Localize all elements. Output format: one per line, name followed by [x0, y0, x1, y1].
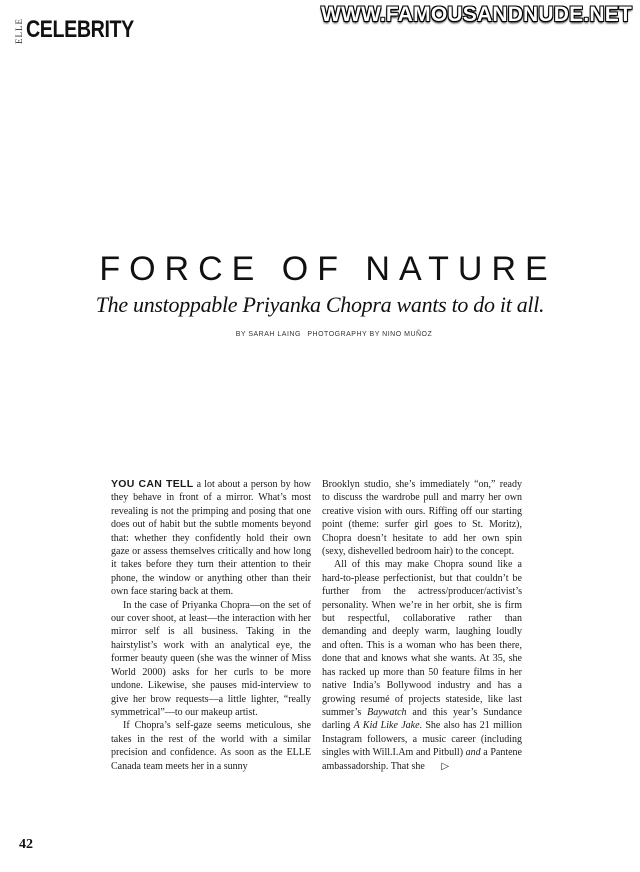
byline-photographer: PHOTOGRAPHY BY NINO MUÑOZ [307, 331, 433, 338]
byline-author: BY SARAH LAING [235, 331, 301, 338]
page-number: 42 [19, 837, 33, 852]
brand-logo: ELLE [14, 18, 24, 44]
body-column-left [111, 478, 311, 773]
emphasis: and [465, 747, 481, 759]
byline [0, 331, 640, 338]
paragraph-text: and this year’s Sundance darling [322, 706, 522, 732]
paragraph [111, 478, 311, 599]
site-watermark: WWW.FAMOUSANDNUDE.NET [320, 3, 632, 26]
film-title: Baywatch [367, 706, 407, 718]
article-headline: FORCE OF NATURE [99, 250, 557, 288]
body-column-right [322, 478, 522, 773]
paragraph: If Chopra’s self-gaze seems meticulous, she takes in the rest of the world with a similar precision and confidence. As soon as the ELLE Canada team meets her in a sunny [111, 720, 311, 772]
film-title: A Kid Like Jake [353, 720, 420, 732]
paragraph-text: . She also has 21 million Instagram followers, a music career (including singles with Will.I.Am and Pitbull) [322, 720, 522, 759]
paragraph: In the case of Priyanka Chopra—on the set of our cover shoot, at least—the interaction with her mirror self is all business. Taking in the hairstylist’s work with an analytical eye, the former beauty queen (she was the winner of Miss World 2000) asks for her curls to be more undone. Likewise, she pauses mid-interview to give her brow requests—a little lighter, “really symmetrical”—to our makeup artist. [111, 599, 311, 718]
paragraph-text: All of this may make Chopra sound like a hard-to-please perfectionist, but that couldn’t be further from the actress/producer/activist’s personality. When we’re in her orbit, she is firm but respectful, collaborative rather than demanding and deeply warm, laughing loudly and often. This is a woman who has been there, done that and knows what she wants. At 35, she has racked up more than 50 feature films in her native India’s Bollywood industry and has a growing resumé of projects stateside, like last summer’s [322, 559, 522, 718]
section-title: CELEBRITY [26, 16, 134, 43]
lead-in: YOU CAN TELL [111, 478, 194, 490]
paragraph: Brooklyn studio, she’s immediately “on,” ready to discuss the wardrobe pull and marry her own creative vision with ours. Riffing off our starting point (theme: surfer girl goes to St. Moritz), Chopra doesn’t hesitate to add her own spin (sexy, dishevelled bedroom hair) to the concept. [322, 479, 522, 558]
paragraph-text: a Pantene ambassadorship. That she [322, 747, 522, 772]
paragraph-text: a lot about a person by how they behave in front of a mirror. What’s most revealing is not the primping and posing that one does out of habit but the subtle moments beyond that: whether they confidently hold their own gaze or assess themselves critically and how long it takes before they turn their attention to their phone, the window or anything other than their own face staring back at them. [111, 479, 311, 598]
article-deck: The unstoppable Priyanka Chopra wants to do it all. [95, 292, 545, 317]
paragraph [322, 558, 522, 773]
continue-arrow-icon: ▷ [441, 760, 450, 772]
section-header [14, 16, 158, 44]
